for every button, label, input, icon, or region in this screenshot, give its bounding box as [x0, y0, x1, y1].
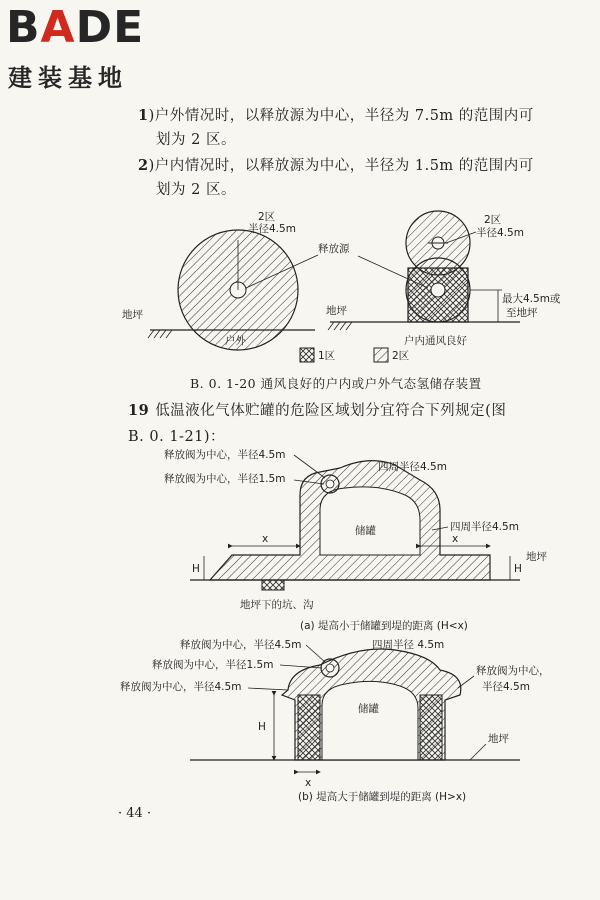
- fig20-ground-left: 地坪: [122, 309, 143, 321]
- fig21b-x: x: [305, 777, 312, 789]
- page-number: · 44 ·: [118, 806, 152, 821]
- fig20-caption: B. 0. 1-20 通风良好的户内或户外气态氢储存装置: [190, 376, 482, 391]
- fig21b-valve-45-top: 释放阀为中心，半径4.5m: [180, 639, 302, 651]
- fig21b-valve-45-left: 释放阀为中心，半径4.5m: [120, 681, 242, 693]
- paragraph-indoor: 2)户内情况时，以释放源为中心，半径为 1.5m 的范围内可 划为 2 区。: [138, 157, 534, 198]
- fig21a-h-right: H: [514, 563, 522, 575]
- fig20-radius-label-right: 半径4.5m: [476, 227, 524, 239]
- fig20-indoor-label: 户内通风良好: [404, 335, 467, 347]
- fig21b-dike-right: [420, 695, 442, 760]
- fig20-zone2-label: 2区: [258, 211, 276, 223]
- fig21a-tank-label: 储罐: [355, 525, 376, 537]
- fig21b-tank-label: 储罐: [358, 703, 379, 715]
- section-19: 19 低温液化气体贮罐的危险区域划分宜符合下列规定(图 B. 0. 1-21)：: [128, 402, 507, 445]
- fig20-max-height-1: 最大4.5m或: [502, 293, 561, 305]
- fig20-indoor-diagram: [326, 211, 561, 347]
- fig21a-x-left: x: [262, 533, 269, 545]
- fig20-max-height-2: 至地坪: [506, 307, 538, 319]
- fig21a-tank: [320, 487, 420, 555]
- fig21a-ground-label: 地坪: [526, 551, 547, 563]
- logo-subtitle: 建装基地: [8, 64, 128, 92]
- fig20-zone2-label-right: 2区: [484, 214, 502, 226]
- fig21a-caption: (a) 堤高小于储罐到堤的距离 (H<x): [300, 620, 468, 632]
- fig21b-dike-left: [298, 695, 320, 760]
- logo-bade: BADE: [6, 2, 145, 53]
- fig21b-surround: 四周半径 4.5m: [372, 639, 445, 651]
- legend-zone1-label: 1区: [318, 350, 336, 362]
- fig21b-caption: (b) 堤高大于储罐到堤的距离 (H>x): [298, 791, 467, 803]
- fig20-legend: [300, 348, 410, 362]
- fig20-ground-right: 地坪: [326, 305, 347, 317]
- legend-zone1-swatch: [300, 348, 314, 362]
- fig21b-diagram: [120, 638, 550, 789]
- fig21a-x-right: x: [452, 533, 459, 545]
- fig21a-pit-label: 地坪下的坑、沟: [240, 599, 314, 611]
- fig20-release-source-label: 释放源: [318, 243, 350, 255]
- fig20-radius-label: 半径4.5m: [248, 223, 296, 235]
- fig20-outdoor-label: 户外: [225, 335, 246, 347]
- legend-zone2-swatch: [374, 348, 388, 362]
- fig21a-surround-top: 四周半径4.5m: [378, 461, 447, 473]
- paragraph-outdoor: 1)户外情况时，以释放源为中心，半径为 7.5m 的范围内可 划为 2 区。: [138, 107, 534, 148]
- fig20-outdoor-diagram: [122, 211, 428, 350]
- fig21a-pit: [262, 580, 284, 590]
- fig21b-tank: [322, 681, 418, 760]
- fig21b-valve-15: 释放阀为中心，半径1.5m: [152, 659, 274, 671]
- fig21b-h: H: [258, 721, 266, 733]
- fig21a-h-left: H: [192, 563, 200, 575]
- fig21a-valve-45: 释放阀为中心，半径4.5m: [164, 449, 286, 461]
- fig21a-valve-15: 释放阀为中心，半径1.5m: [164, 473, 286, 485]
- fig21b-ground-label: 地坪: [488, 733, 509, 745]
- fig21a-surround-right: 四周半径4.5m: [450, 521, 519, 533]
- fig21a-diagram: [164, 448, 547, 611]
- legend-zone2-label: 2区: [392, 350, 410, 362]
- fig21b-valve-right-2: 半径4.5m: [482, 681, 530, 693]
- fig21b-valve-right-1: 释放阀为中心，: [476, 665, 550, 677]
